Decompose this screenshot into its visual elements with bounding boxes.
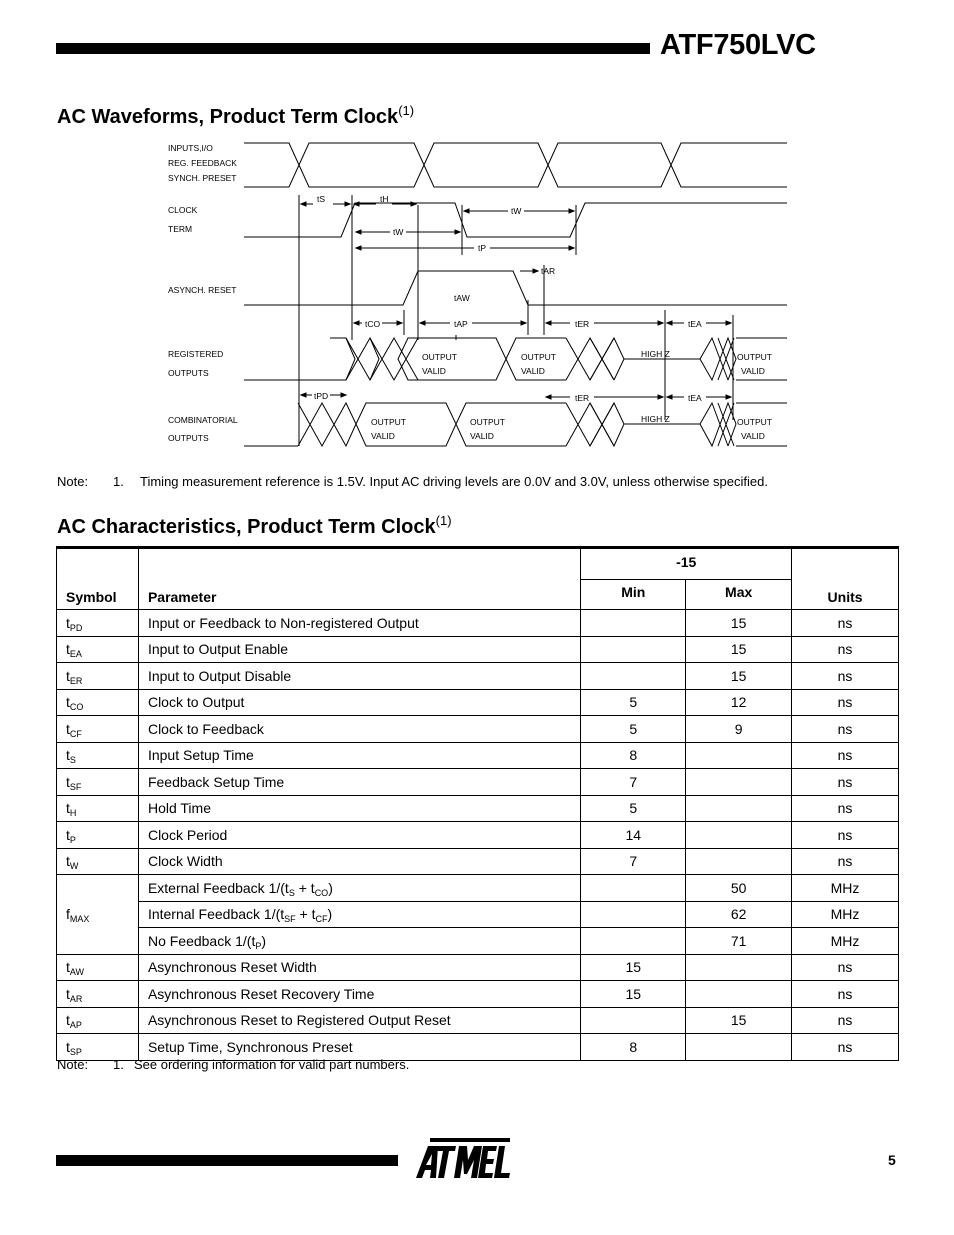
units-cell: ns xyxy=(792,742,899,769)
min-cell: 5 xyxy=(581,795,686,822)
units-cell: ns xyxy=(792,1007,899,1034)
comb-valid-1-label: VALID xyxy=(371,431,395,441)
max-cell: 15 xyxy=(686,610,792,637)
symbol-text: t xyxy=(66,853,70,870)
parameter-cell: Asynchronous Reset Width xyxy=(138,954,580,981)
document-title: ATF750LVC xyxy=(660,29,816,61)
min-cell: 7 xyxy=(581,848,686,875)
symbol-subscript: ER xyxy=(69,675,83,686)
comb-output-valid-2-label: OUTPUT xyxy=(470,417,505,427)
signal-registered-outputs-label: OUTPUTS xyxy=(168,368,209,378)
symbol-cell xyxy=(57,822,139,849)
reg-valid-1-label: VALID xyxy=(422,366,446,376)
signal-clock-label: CLOCK xyxy=(168,205,198,215)
parameter-cell: Clock Width xyxy=(138,848,580,875)
parameter-subscript: S xyxy=(288,887,295,898)
signal-combinatorial-outputs-label: OUTPUTS xyxy=(168,433,209,443)
symbol-cell xyxy=(57,716,139,743)
table-row xyxy=(57,610,899,637)
symbol-text: t xyxy=(66,826,70,843)
symbol-cell xyxy=(57,795,139,822)
symbol-subscript: MAX xyxy=(69,914,90,925)
symbol-subscript: SP xyxy=(69,1046,82,1057)
symbol-subscript: S xyxy=(69,755,76,766)
timing-tar-label: tAR xyxy=(541,266,556,276)
min-cell: 8 xyxy=(581,742,686,769)
parameter-subscript: SF xyxy=(284,914,296,925)
parameter-text: ) xyxy=(328,879,333,896)
min-cell xyxy=(581,928,686,955)
parameter-cell xyxy=(138,875,580,902)
timing-tco-label: tCO xyxy=(365,319,381,329)
units-cell: ns xyxy=(792,769,899,796)
table-row xyxy=(57,742,899,769)
comb-output-valid-1-label: OUTPUT xyxy=(371,417,406,427)
max-cell: 9 xyxy=(686,716,792,743)
max-cell xyxy=(686,1034,792,1061)
max-cell xyxy=(686,981,792,1008)
parameter-cell: Feedback Setup Time xyxy=(138,769,580,796)
symbol-text: t xyxy=(66,959,70,976)
symbol-subscript: W xyxy=(69,861,79,872)
max-cell xyxy=(686,848,792,875)
symbol-text: t xyxy=(66,614,70,631)
symbol-text: t xyxy=(66,800,70,817)
min-cell xyxy=(581,636,686,663)
note2-text: See ordering information for valid part numbers. xyxy=(134,1057,410,1072)
max-cell: 12 xyxy=(686,689,792,716)
table-row xyxy=(57,663,899,690)
table-row xyxy=(57,636,899,663)
symbol-cell xyxy=(57,689,139,716)
min-cell xyxy=(581,663,686,690)
parameter-subscript: CF xyxy=(315,914,328,925)
atmel-logo xyxy=(414,1138,512,1184)
reg-highz-label: HIGH Z xyxy=(641,349,670,359)
comb-valid-2-label: VALID xyxy=(470,431,494,441)
parameter-text: Internal Feedback 1/(t xyxy=(147,906,285,923)
comb-highz-label: HIGH Z xyxy=(641,414,670,424)
units-cell: ns xyxy=(792,663,899,690)
symbol-subscript: PD xyxy=(69,622,83,633)
table-row xyxy=(57,689,899,716)
parameter-cell: Input Setup Time xyxy=(138,742,580,769)
parameter-cell: Asynchronous Reset Recovery Time xyxy=(138,981,580,1008)
symbol-cell xyxy=(57,981,139,1008)
header-grade: -15 xyxy=(581,548,792,580)
atmel-logo-text: ATMEL xyxy=(414,1138,418,1139)
min-cell: 15 xyxy=(581,981,686,1008)
parameter-text: + t xyxy=(295,906,316,923)
header-symbol: Symbol xyxy=(57,548,139,610)
min-cell xyxy=(581,610,686,637)
timing-tpd-label: tPD xyxy=(314,391,329,401)
symbol-subscript: EA xyxy=(69,649,82,660)
timing-ter2-label: tER xyxy=(575,393,590,403)
waveforms-title-text: AC Waveforms, Product Term Clock xyxy=(57,106,399,128)
reg-output-valid-3-label: OUTPUT xyxy=(737,352,772,362)
parameter-cell: Clock Period xyxy=(138,822,580,849)
table-row xyxy=(57,848,899,875)
symbol-cell xyxy=(57,742,139,769)
max-cell xyxy=(686,954,792,981)
symbol-text: t xyxy=(66,1038,70,1055)
units-cell: ns xyxy=(792,1034,899,1061)
max-cell: 15 xyxy=(686,663,792,690)
timing-tw2-label: tW xyxy=(393,227,404,237)
waveforms-note xyxy=(57,474,768,489)
units-cell: ns xyxy=(792,716,899,743)
units-cell: MHz xyxy=(792,875,899,902)
signal-term-label: TERM xyxy=(168,224,193,234)
note-number: 1. xyxy=(113,474,124,489)
waveforms-title-ref: (1) xyxy=(398,103,415,118)
symbol-subscript: AW xyxy=(69,967,85,978)
timing-diagram xyxy=(0,0,954,470)
characteristics-title-ref: (1) xyxy=(435,513,452,528)
header-max: Max xyxy=(686,579,792,610)
symbol-subscript: CF xyxy=(69,728,82,739)
max-cell xyxy=(686,769,792,796)
reg-valid-2-label: VALID xyxy=(521,366,545,376)
max-cell: 15 xyxy=(686,636,792,663)
units-cell: ns xyxy=(792,689,899,716)
parameter-cell: Input or Feedback to Non-registered Output xyxy=(138,610,580,637)
note2-prefix: Note: xyxy=(57,1057,89,1072)
max-cell xyxy=(686,822,792,849)
table-row xyxy=(57,981,899,1008)
symbol-subscript: SF xyxy=(69,781,82,792)
table-header-row xyxy=(57,548,899,580)
table-row xyxy=(57,822,899,849)
symbol-text: t xyxy=(66,747,70,764)
table-row xyxy=(57,716,899,743)
parameter-cell: Asynchronous Reset to Registered Output Reset xyxy=(138,1007,580,1034)
signal-reg-feedback-label: REG. FEEDBACK xyxy=(168,158,237,168)
parameter-text: + t xyxy=(294,879,315,896)
page-number: 5 xyxy=(888,1152,896,1168)
symbol-cell xyxy=(57,769,139,796)
min-cell: 15 xyxy=(581,954,686,981)
symbol-cell xyxy=(57,954,139,981)
characteristics-title xyxy=(57,513,452,539)
characteristics-note xyxy=(57,1057,409,1072)
units-cell: ns xyxy=(792,848,899,875)
max-cell: 50 xyxy=(686,875,792,902)
parameter-text: ) xyxy=(261,932,267,949)
parameter-cell: Input to Output Disable xyxy=(138,663,580,690)
min-cell xyxy=(581,1007,686,1034)
timing-th-label: tH xyxy=(380,194,389,204)
signal-synch-preset-label: SYNCH. PRESET xyxy=(168,173,237,183)
signal-registered-label: REGISTERED xyxy=(168,349,224,359)
symbol-cell xyxy=(57,875,139,955)
parameter-cell xyxy=(138,928,580,955)
symbol-text: t xyxy=(66,985,70,1002)
symbol-text: t xyxy=(66,1012,70,1029)
table-row xyxy=(57,769,899,796)
max-cell: 15 xyxy=(686,1007,792,1034)
header-min: Min xyxy=(581,579,686,610)
max-cell xyxy=(686,795,792,822)
signal-inputs-label: INPUTS,I/O xyxy=(168,143,213,153)
units-cell: ns xyxy=(792,981,899,1008)
min-cell: 8 xyxy=(581,1034,686,1061)
header-parameter: Parameter xyxy=(138,548,580,610)
max-cell xyxy=(686,742,792,769)
symbol-subscript: AP xyxy=(69,1020,82,1031)
timing-tea2-label: tEA xyxy=(688,393,702,403)
symbol-subscript: P xyxy=(69,834,76,845)
symbol-text: t xyxy=(66,641,70,658)
reg-output-valid-2-label: OUTPUT xyxy=(521,352,556,362)
symbol-text: t xyxy=(66,720,70,737)
timing-taw-label: tAW xyxy=(454,293,470,303)
symbol-text: t xyxy=(66,667,70,684)
max-cell: 71 xyxy=(686,928,792,955)
timing-tp-label: tP xyxy=(478,243,487,253)
symbol-cell xyxy=(57,663,139,690)
header-units: Units xyxy=(792,548,899,610)
timing-ts-label: tS xyxy=(317,194,326,204)
footer-rule xyxy=(56,1155,398,1166)
parameter-subscript: CO xyxy=(314,887,329,898)
parameter-cell xyxy=(138,901,580,928)
symbol-text: t xyxy=(66,694,70,711)
min-cell: 5 xyxy=(581,689,686,716)
parameter-cell: Hold Time xyxy=(138,795,580,822)
table-row xyxy=(57,1007,899,1034)
symbol-subscript: H xyxy=(69,808,77,819)
symbol-subscript: AR xyxy=(69,993,83,1004)
symbol-cell xyxy=(57,610,139,637)
timing-tw-label: tW xyxy=(511,206,522,216)
symbol-subscript: CO xyxy=(69,702,84,713)
parameter-cell: Clock to Feedback xyxy=(138,716,580,743)
units-cell: ns xyxy=(792,636,899,663)
symbol-cell xyxy=(57,1007,139,1034)
symbol-text: f xyxy=(66,906,70,923)
ac-characteristics-table xyxy=(56,546,899,1061)
parameter-text: ) xyxy=(327,906,333,923)
characteristics-title-text: AC Characteristics, Product Term Clock xyxy=(57,516,436,538)
max-cell: 62 xyxy=(686,901,792,928)
min-cell: 7 xyxy=(581,769,686,796)
parameter-cell: Input to Output Enable xyxy=(138,636,580,663)
note-prefix: Note: xyxy=(57,474,89,489)
table-row xyxy=(57,875,899,902)
units-cell: ns xyxy=(792,795,899,822)
comb-output-valid-3-label: OUTPUT xyxy=(737,417,772,427)
min-cell: 14 xyxy=(581,822,686,849)
table-row xyxy=(57,795,899,822)
min-cell xyxy=(581,901,686,928)
table-row xyxy=(57,901,899,928)
timing-ter-label: tER xyxy=(575,319,590,329)
symbol-cell xyxy=(57,848,139,875)
units-cell: ns xyxy=(792,610,899,637)
units-cell: MHz xyxy=(792,901,899,928)
parameter-cell: Clock to Output xyxy=(138,689,580,716)
min-cell xyxy=(581,875,686,902)
signal-async-reset-label: ASYNCH. RESET xyxy=(168,285,237,295)
table-row xyxy=(57,928,899,955)
timing-tea-label: tEA xyxy=(688,319,702,329)
symbol-text: t xyxy=(66,773,70,790)
min-cell: 5 xyxy=(581,716,686,743)
parameter-subscript: P xyxy=(255,940,262,951)
parameter-cell: Setup Time, Synchronous Preset xyxy=(138,1034,580,1061)
reg-output-valid-1-label: OUTPUT xyxy=(422,352,457,362)
parameter-text: External Feedback 1/(t xyxy=(147,879,289,896)
units-cell: ns xyxy=(792,954,899,981)
units-cell: ns xyxy=(792,822,899,849)
signal-combinatorial-label: COMBINATORIAL xyxy=(168,415,238,425)
units-cell: MHz xyxy=(792,928,899,955)
note2-number: 1. xyxy=(113,1057,124,1072)
symbol-cell xyxy=(57,636,139,663)
table-row xyxy=(57,954,899,981)
comb-valid-3-label: VALID xyxy=(741,431,765,441)
reg-valid-3-label: VALID xyxy=(741,366,765,376)
timing-tap-label: tAP xyxy=(454,319,468,329)
parameter-text: No Feedback 1/(t xyxy=(147,932,256,949)
note-text: Timing measurement reference is 1.5V. Input AC driving levels are 0.0V and 3.0V, unless otherwise specified. xyxy=(140,474,768,489)
